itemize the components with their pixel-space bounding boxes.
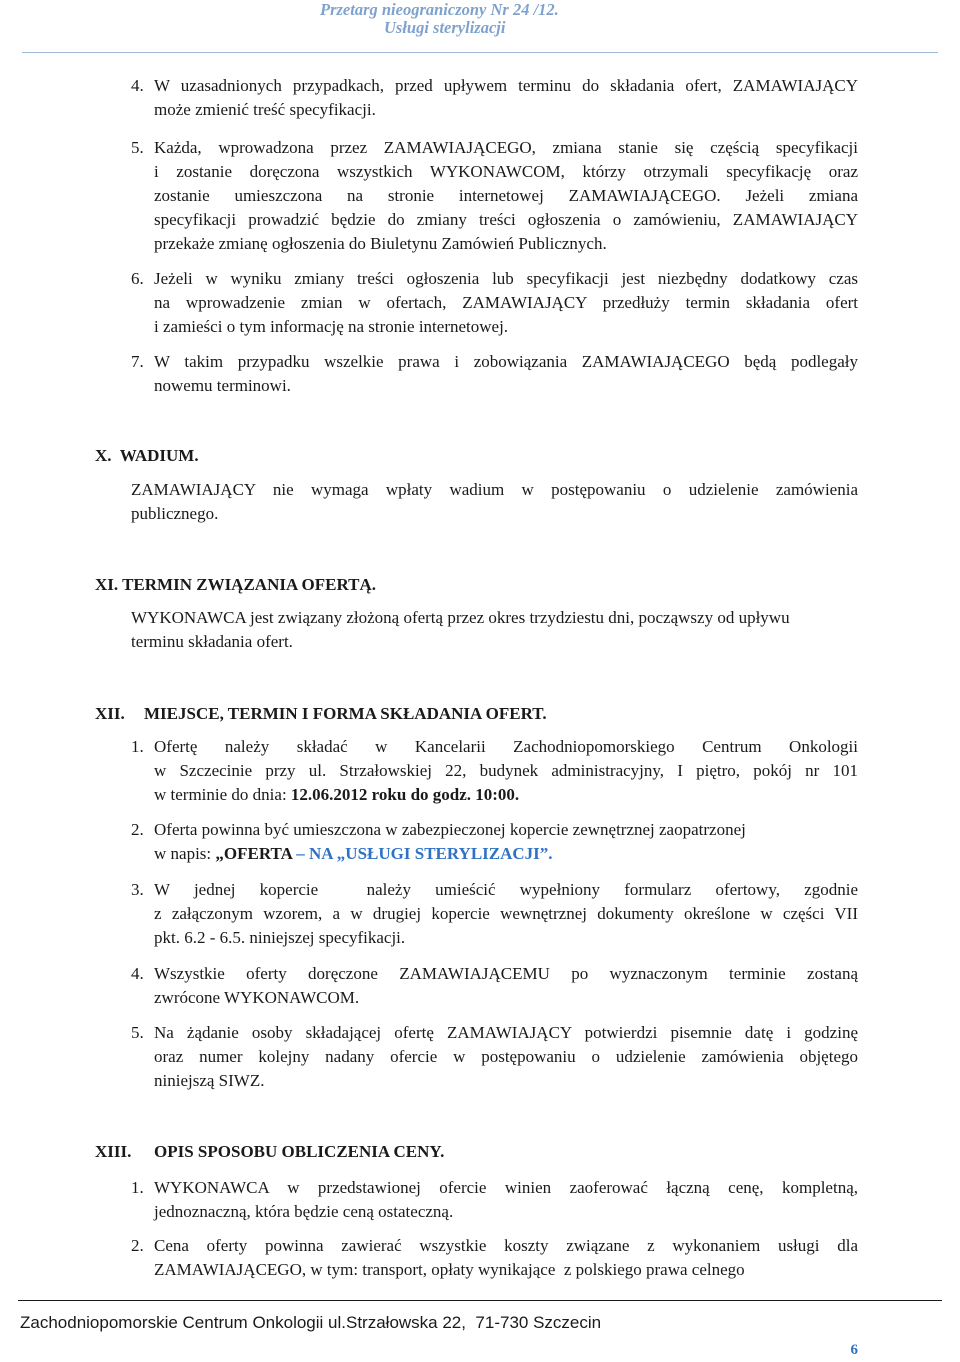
- text-line: specyfikacji prowadzić będzie do zmiany treści ogłoszenia o zamówieniu, ZAMAWIAJĄCY: [154, 210, 858, 229]
- header-title: Przetarg nieograniczony Nr 24 /12.: [320, 0, 559, 19]
- text-line: może zmienić treść specyfikacji.: [154, 100, 376, 119]
- item-number: 4.: [131, 964, 144, 983]
- item-number: 1.: [131, 1178, 144, 1197]
- item-number: 4.: [131, 76, 144, 95]
- text-line: na wprowadzenie zmian w ofertach, ZAMAWIAJĄCY przedłuży termin składania ofert: [154, 293, 858, 312]
- text-line: zwrócone WYKONAWCOM.: [154, 988, 360, 1007]
- section-body: [131, 478, 858, 526]
- text-line: i zamieści o tym informację na stronie internetowej.: [154, 317, 509, 336]
- text-line: terminu składania ofert.: [131, 632, 293, 651]
- section-heading: X. WADIUM.: [95, 446, 199, 465]
- text-line: i zostanie doręczona wszystkich WYKONAWCOM, którzy otrzymali specyfikację oraz: [154, 162, 858, 181]
- text-line: zostanie umieszczona na stronie internetowej ZAMAWIAJĄCEGO. Jeżeli zmiana: [154, 186, 858, 205]
- text-fragment: w terminie do dnia:: [154, 785, 291, 804]
- text-line: Oferta powinna być umieszczona w zabezpieczonej kopercie zewnętrznej zaopatrzonej: [154, 820, 746, 839]
- text-fragment: w napis:: [154, 844, 216, 863]
- text-line: Na żądanie osoby składającej ofertę ZAMAWIAJĄCY potwierdzi pisemnie datę i godzinę: [154, 1023, 858, 1042]
- text-line: w Szczecinie przy ul. Strzałowskiej 22, budynek administracyjny, I piętro, pokój nr 101: [154, 761, 858, 780]
- item-number: 1.: [131, 737, 144, 756]
- text-line: Każda, wprowadzona przez ZAMAWIAJĄCEGO, zmiana stanie się częścią specyfikacji: [154, 138, 858, 157]
- section-body: [131, 606, 858, 654]
- section-heading: MIEJSCE, TERMIN I FORMA SKŁADANIA OFERT.: [144, 704, 547, 723]
- footer-divider: [18, 1300, 942, 1301]
- text-line: W jednej kopercie należy umieścić wypełniony formularz ofertowy, zgodnie: [154, 880, 858, 899]
- text-line: Ofertę należy składać w Kancelarii Zachodniopomorskiego Centrum Onkologii: [154, 737, 858, 756]
- text-line: niniejszą SIWZ.: [154, 1071, 265, 1090]
- text-line: [154, 842, 858, 866]
- deadline-text: 12.06.2012 roku do godz. 10:00.: [290, 785, 520, 804]
- envelope-label: „OFERTA: [215, 844, 292, 863]
- item-number: 3.: [131, 880, 144, 899]
- text-line: pkt. 6.2 - 6.5. niniejszej specyfikacji.: [154, 928, 406, 947]
- text-line: jednoznaczną, która będzie ceną ostateczną.: [154, 1202, 454, 1221]
- footer-address: Zachodniopomorskie Centrum Onkologii ul.Strzałowska 22, 71-730 Szczecin: [20, 1313, 602, 1332]
- section-number: XIII.: [95, 1142, 132, 1161]
- item-number: 2.: [131, 820, 144, 839]
- text-line: Jeżeli w wyniku zmiany treści ogłoszenia lub specyfikacji jest niezbędny dodatkowy czas: [154, 269, 858, 288]
- text-line: [154, 783, 858, 807]
- item-number: 2.: [131, 1236, 144, 1255]
- item-number: 7.: [131, 352, 144, 371]
- text-line: oraz numer kolejny nadany ofercie w postępowaniu o udzielenie zamówienia objętego: [154, 1047, 858, 1066]
- section-heading: OPIS SPOSOBU OBLICZENIA CENY.: [154, 1142, 445, 1161]
- section-number: XII.: [95, 704, 125, 723]
- text-line: publicznego.: [131, 504, 219, 523]
- text-line: Cena oferty powinna zawierać wszystkie koszty związane z wykonaniem usługi dla: [154, 1236, 858, 1255]
- text-line: WYKONAWCA jest związany złożoną ofertą przez okres trzydziestu dni, począwszy od upływu: [131, 608, 790, 627]
- item-number: 5.: [131, 1023, 144, 1042]
- text-line: przekaże zmianę ogłoszenia do Biuletynu Zamówień Publicznych.: [154, 234, 607, 253]
- item-number: 6.: [131, 269, 144, 288]
- header-subtitle: Usługi sterylizacji: [384, 18, 506, 37]
- text-line: z załączonym wzorem, a w drugiej kopercie wewnętrznej dokumenty określone w części VII: [154, 904, 858, 923]
- text-line: ZAMAWIAJĄCEGO, w tym: transport, opłaty wynikające z polskiego prawa celnego: [154, 1260, 745, 1279]
- envelope-label-accent: – NA „USŁUGI STERYLIZACJI”.: [291, 844, 553, 863]
- text-line: nowemu terminowi.: [154, 376, 291, 395]
- section-heading: XI. TERMIN ZWIĄZANIA OFERTĄ.: [95, 575, 377, 594]
- text-line: WYKONAWCA w przedstawionej ofercie winien zaoferować łączną cenę, kompletną,: [154, 1178, 858, 1197]
- page-number: 6: [850, 1342, 858, 1358]
- header-divider: [22, 52, 938, 53]
- text-line: W takim przypadku wszelkie prawa i zobowiązania ZAMAWIAJĄCEGO będą podlegały: [154, 352, 858, 371]
- text-line: Wszystkie oferty doręczone ZAMAWIAJĄCEMU po wyznaczonym terminie zostaną: [154, 964, 858, 983]
- text-line: ZAMAWIAJĄCY nie wymaga wpłaty wadium w postępowaniu o udzielenie zamówienia: [131, 480, 858, 499]
- item-number: 5.: [131, 138, 144, 157]
- text-line: W uzasadnionych przypadkach, przed upływem terminu do składania ofert, ZAMAWIAJĄCY: [154, 76, 858, 95]
